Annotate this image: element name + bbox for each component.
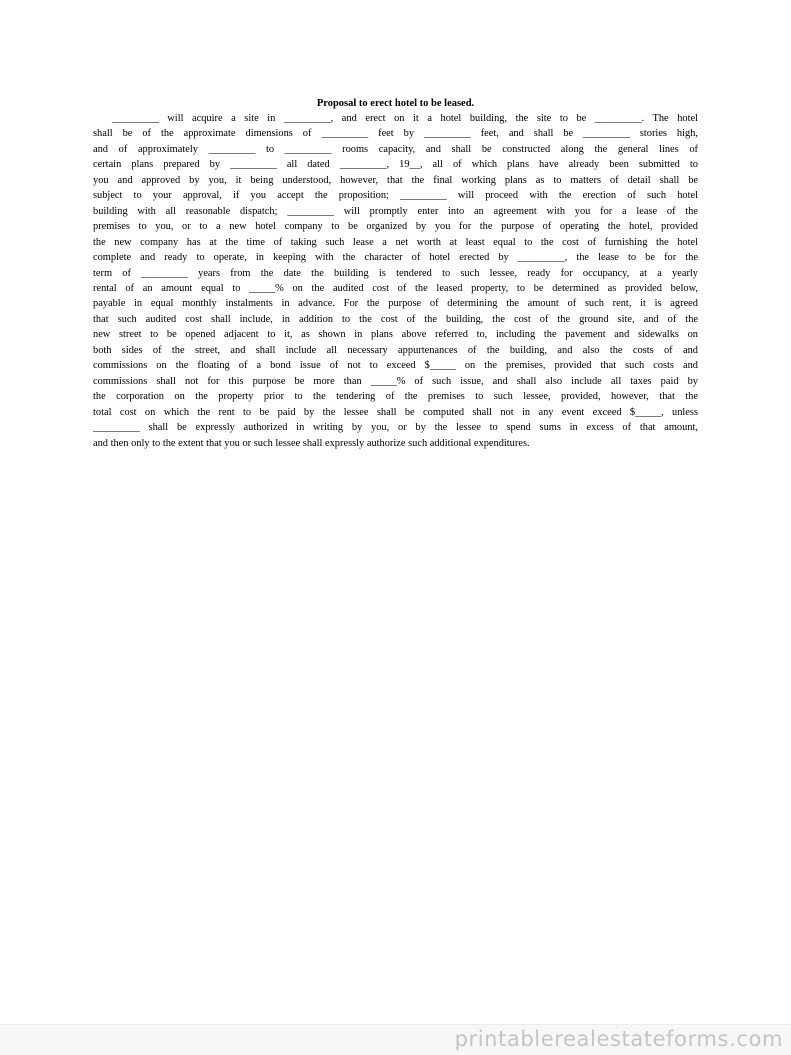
body-line: you and approved by you, it being understood, however, that the final working plans as to matters of detail shall be — [93, 174, 698, 186]
body-line: total cost on which the rent to be paid by the lessee shall be computed shall not in any event exceed $_____, unless — [93, 406, 698, 418]
body-line: payable in equal monthly instalments in advance. For the purpose of determining the amount of such rent, it is agreed — [93, 298, 698, 310]
site-watermark: printablerealestateforms.com — [454, 1027, 783, 1051]
body-line: rental of an amount equal to _____% on the audited cost of the leased property, to be determined as provided below, — [93, 282, 698, 294]
body-line: subject to your approval, if you accept the proposition; _________ will proceed with the erection of such hotel — [93, 190, 698, 202]
body-line: and of approximately _________ to _________ rooms capacity, and shall be constructed along the general lines of — [93, 143, 698, 155]
body-line: that such audited cost shall include, in addition to the cost of the building, the cost of the ground site, and of the — [93, 313, 698, 325]
body-line: complete and ready to operate, in keeping with the character of hotel erected by _________, the lease to be for the — [93, 252, 698, 264]
body-line: certain plans prepared by _________ all dated _________, 19__, all of which plans have already been submitted to — [93, 159, 698, 171]
body-line: building with all reasonable dispatch; _________ will promptly enter into an agreement with you for a lease of the — [93, 205, 698, 217]
body-line: commissions on the floating of a bond issue of not to exceed $_____ on the premises, provided that such costs and — [93, 360, 698, 372]
body-line: _________ shall be expressly authorized in writing by you, or by the lessee to spend sums in excess of that amount, — [93, 422, 698, 434]
body-line: the corporation on the property prior to the tendering of the premises to such lessee, provided, however, that the — [93, 391, 698, 403]
body-line: term of _________ years from the date the building is tendered to such lessee, ready for occupancy, at a yearly — [93, 267, 698, 279]
body-line: commissions shall not for this purpose be more than _____% of such issue, and shall also include all taxes paid by — [93, 375, 698, 387]
document-body — [93, 111, 698, 451]
body-line: the new company has at the time of taking such lease a net worth at least equal to the cost of furnishing the hotel — [93, 236, 698, 248]
body-line: shall be of the approximate dimensions of _________ feet by _________ feet, and shall be _________ stories high, — [93, 128, 698, 140]
body-line: _________ will acquire a site in _________, and erect on it a hotel building, the site to be _________. The hotel — [112, 113, 698, 124]
body-line: and then only to the extent that you or such lessee shall expressly authorize such additional expenditures. — [93, 437, 530, 449]
body-line: both sides of the street, and shall include all necessary appurtenances of the building, and also the costs of and — [93, 344, 698, 356]
document-title: Proposal to erect hotel to be leased. — [316, 98, 475, 109]
body-line: premises to you, or to a new hotel company to be organized by you for the purpose of operating the hotel, provided — [93, 221, 698, 233]
body-line: new street to be opened adjacent to it, as shown in plans above referred to, including the pavement and sidewalks on — [93, 329, 698, 341]
